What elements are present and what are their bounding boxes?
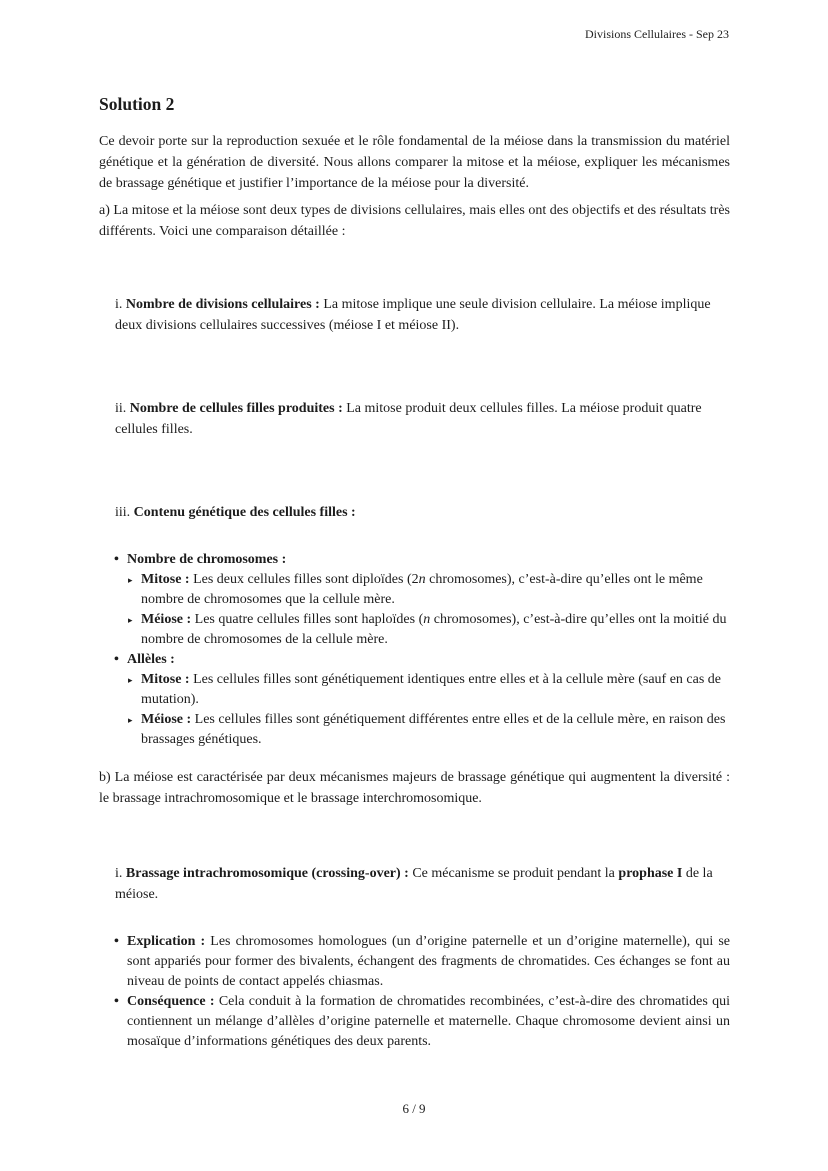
item-heading: Contenu génétique des cellules filles :	[133, 505, 356, 520]
bullet-icon: •	[114, 994, 119, 1009]
triangle-bullet-icon: ▸	[128, 575, 133, 585]
sub-item-heading: Méiose :	[141, 712, 192, 727]
sub-item-meiose-chromosomes	[128, 610, 730, 650]
running-header: Divisions Cellulaires - Sep 23	[585, 27, 729, 41]
item-text: La mitose implique une seule division cellulaire. La méiose implique deux divisions cellulaires successives (méiose I et méiose II).	[115, 297, 711, 333]
page-number: 6 / 9	[402, 1101, 426, 1116]
item-label: i.	[115, 297, 126, 312]
item-text-2: de la méiose.	[115, 866, 713, 902]
list-item-text: Les chromosomes homologues (un d’origine paternelle et un d’origine maternelle), qui se sont appariés pour former des bivalents, échangent des fragments de chromatides. Ces échanges se font au niveau de points de contact appelés chiasmas.	[127, 934, 730, 989]
crossing-over-list	[114, 932, 730, 1052]
item-label: iii.	[115, 505, 134, 520]
triangle-bullet-icon: ▸	[128, 615, 133, 625]
sub-item-text: chromosomes), c’est-à-dire qu’elles ont le même nombre de chromosomes que la cellule mère.	[141, 572, 703, 607]
item-text: La mitose produit deux cellules filles. La méiose produit quatre cellules filles.	[115, 401, 702, 437]
part-b-intro: b) La méiose est caractérisée par deux mécanismes majeurs de brassage génétique qui augmentent la diversité : le brassage intrachromosomique et le brassage interchromosomique.	[99, 770, 730, 806]
list-item-consequence	[114, 992, 730, 1052]
sub-item-meiose-alleles	[128, 710, 730, 750]
sub-item-heading: Méiose :	[141, 612, 192, 627]
item-heading: Nombre de divisions cellulaires :	[125, 297, 320, 312]
part-a-item-ii	[115, 398, 715, 440]
sub-item-mitose-alleles	[128, 670, 730, 710]
sub-item-text: Les cellules filles sont génétiquement différentes entre elles et de la cellule mère, en raison des brassages génétiques.	[141, 712, 726, 747]
item-heading: Brassage intrachromosomique (crossing-over) :	[125, 866, 409, 881]
item-label: ii.	[115, 401, 130, 416]
part-a-item-iii	[115, 502, 715, 523]
item-label: i.	[115, 866, 126, 881]
list-item-explication	[114, 932, 730, 992]
triangle-bullet-icon: ▸	[128, 715, 133, 725]
bullet-icon: •	[114, 552, 119, 567]
item-text: Ce mécanisme se produit pendant la	[408, 866, 619, 881]
bullet-icon: •	[114, 652, 119, 667]
list-item-heading: Allèles :	[127, 652, 175, 667]
part-a-intro: a) La mitose et la méiose sont deux types de divisions cellulaires, mais elles ont des objectifs et des résultats très différents. Voici une comparaison détaillée :	[99, 203, 730, 239]
genetic-content-list	[114, 550, 730, 750]
list-item-heading: Explication :	[127, 934, 206, 949]
intro-paragraph: Ce devoir porte sur la reproduction sexuée et le rôle fondamental de la méiose dans la transmission du matériel génétique et la génération de diversité. Nous allons comparer la mitose et la méiose, expliquer les mécanismes de brassage génétique et justifier l’importance de la méiose pour la diversité.	[99, 134, 730, 191]
math-n: n	[418, 572, 426, 587]
sub-item-mitose-chromosomes	[128, 570, 730, 610]
sub-item-text: Les cellules filles sont génétiquement identiques entre elles et à la cellule mère (sauf en cas de mutation).	[141, 672, 721, 707]
part-a-item-i	[115, 294, 715, 336]
item-heading-2: prophase I	[618, 866, 683, 881]
sub-item-text: chromosomes), c’est-à-dire qu’elles ont la moitié du nombre de chromosomes de la cellule mère.	[141, 612, 727, 647]
sub-item-heading: Mitose :	[141, 672, 190, 687]
list-item-chromosomes	[114, 550, 730, 570]
sub-item-text: Les deux cellules filles sont diploïdes (2	[189, 572, 419, 587]
list-item-heading: Nombre de chromosomes :	[127, 552, 287, 567]
bullet-icon: •	[114, 934, 119, 949]
item-heading: Nombre de cellules filles produites :	[129, 401, 343, 416]
triangle-bullet-icon: ▸	[128, 675, 133, 685]
part-b-item-i	[115, 863, 715, 905]
solution-title: Solution 2	[99, 94, 175, 114]
math-n: n	[423, 612, 431, 627]
list-item-alleles	[114, 650, 730, 670]
list-item-heading: Conséquence :	[127, 994, 215, 1009]
list-item-text: Cela conduit à la formation de chromatides recombinées, c’est-à-dire des chromatides qui contiennent un mélange d’allèles d’origine paternelle et maternelle. Chaque chromosome devient ainsi un mosaïque d’informations génétiques des deux parents.	[127, 994, 730, 1049]
sub-item-text: Les quatre cellules filles sont haploïdes (	[191, 612, 424, 627]
sub-item-heading: Mitose :	[141, 572, 190, 587]
